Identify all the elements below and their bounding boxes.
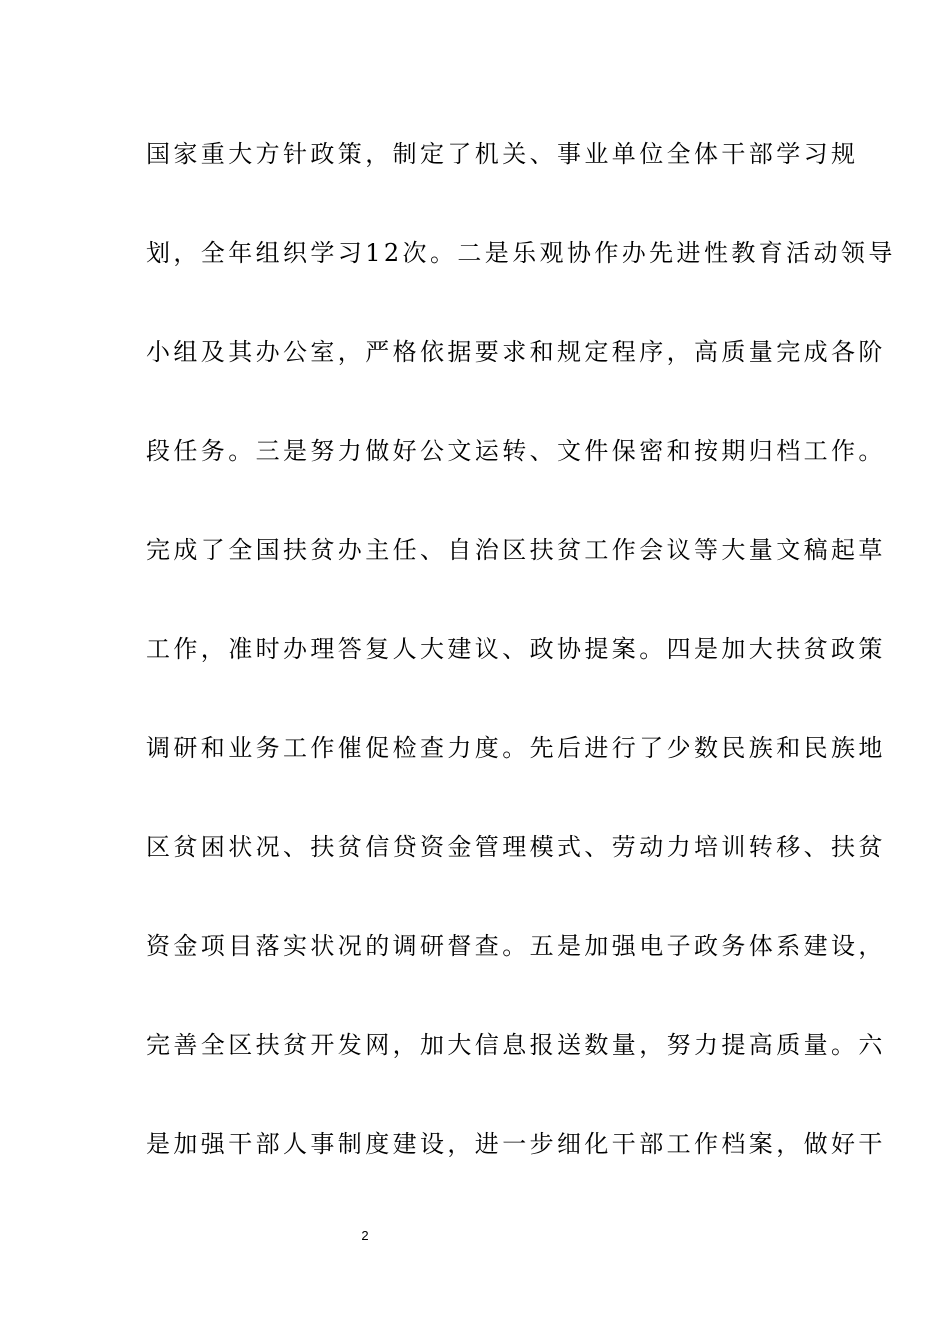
text-line: 划，全年组织学习12次。二是乐观协作办先进性教育活动领导 <box>146 239 896 267</box>
text-line: 区贫困状况、扶贫信贷资金管理模式、劳动力培训转移、扶贫 <box>146 833 886 861</box>
body-text <box>146 131 896 1220</box>
text-line: 是加强干部人事制度建设，进一步细化干部工作档案，做好干 <box>146 1130 886 1158</box>
text-line: 小组及其办公室，严格依据要求和规定程序，高质量完成各阶 <box>146 338 886 366</box>
text-line: 工作，准时办理答复人大建议、政协提案。四是加大扶贫政策 <box>146 635 886 663</box>
text-line: 资金项目落实状况的调研督查。五是加强电子政务体系建设， <box>146 932 886 960</box>
text-line: 调研和业务工作催促检查力度。先后进行了少数民族和民族地 <box>146 734 886 762</box>
text-line: 段任务。三是努力做好公文运转、文件保密和按期归档工作。 <box>146 437 886 465</box>
page-number: 2 <box>361 1228 369 1243</box>
text-line: 完善全区扶贫开发网，加大信息报送数量，努力提高质量。六 <box>146 1031 886 1059</box>
text-line: 完成了全国扶贫办主任、自治区扶贫工作会议等大量文稿起草 <box>146 536 886 564</box>
text-line: 国家重大方针政策，制定了机关、事业单位全体干部学习规 <box>146 140 859 168</box>
